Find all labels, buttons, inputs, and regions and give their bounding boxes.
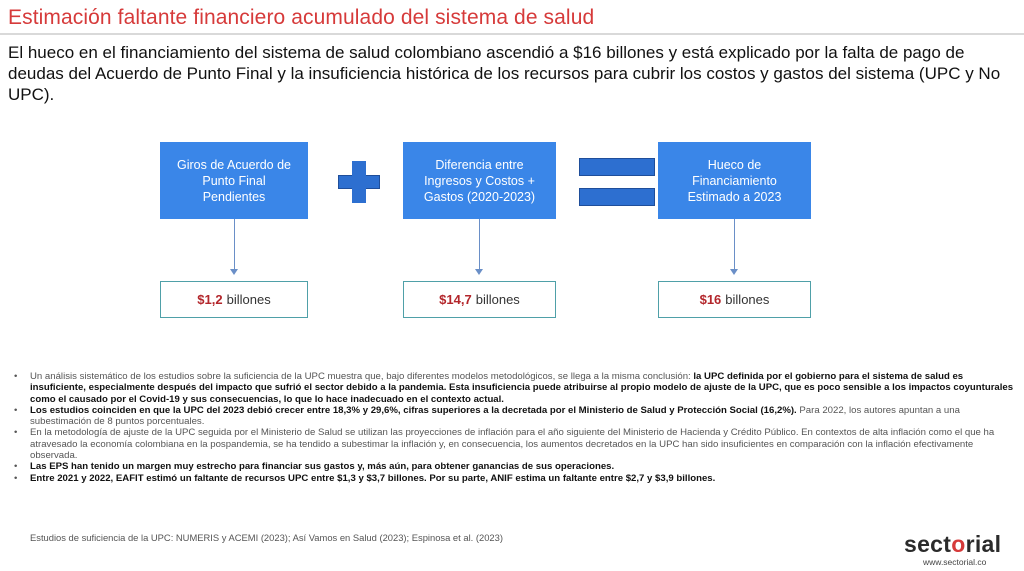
value-box-diferencia bbox=[403, 281, 556, 318]
finding-5-bold: Entre 2021 y 2022, EAFIT estimó un faltante de recursos UPC entre $1,3 y $3,7 billones. Por su parte, ANIF estima un faltante entre $2,7 y $3,9 billones. bbox=[30, 472, 716, 484]
value-diferencia-number: $14,7 bbox=[439, 292, 472, 307]
value-giros-number: $1,2 bbox=[197, 292, 223, 307]
finding-item bbox=[14, 405, 1014, 428]
box-hueco-financiamiento bbox=[658, 142, 811, 219]
box-giros-acuerdo bbox=[160, 142, 308, 219]
findings-list bbox=[14, 371, 1014, 484]
box-diferencia-ingresos bbox=[403, 142, 556, 219]
value-box-giros bbox=[160, 281, 308, 318]
box-hueco-line3: Estimado a 2023 bbox=[687, 189, 782, 204]
plus-icon bbox=[338, 161, 380, 203]
finding-2-tail: Para 2022, los autores apuntan a una subestimación de 8 puntos porcentuales. bbox=[30, 404, 960, 428]
box-giros-line1: Giros de Acuerdo de bbox=[177, 157, 291, 172]
box-diferencia-line3: Gastos (2020-2023) bbox=[423, 189, 536, 204]
box-hueco-line1: Hueco de bbox=[707, 157, 762, 172]
value-giros-unit: billones bbox=[226, 292, 271, 307]
finding-item bbox=[14, 461, 1014, 472]
value-box-hueco bbox=[658, 281, 811, 318]
finding-2-bold: Los estudios coinciden en que la UPC del 2023 debió crecer entre 18,3% y 29,6%, cifras superiores a la decretada por el Ministerio de Salud y Protección Social (16,2%). bbox=[30, 404, 797, 416]
box-hueco-line2: Financiamiento bbox=[692, 173, 777, 188]
title-divider bbox=[0, 33, 1024, 35]
box-giros-line2: Punto Final bbox=[202, 173, 266, 188]
finding-1-bold: la UPC definida por el gobierno para el sistema de salud es insuficiente, especialmente después del impacto que sufrió el sector debido a la pandemia. Esta insuficiencia puede atribuirse al propio modelo de ajuste de la UPC, que es poco sensible a los impactos coyunturales como el causado por el Covid-19 y sus consecuencias, lo que lo hace inadecuado en el contexto actual. bbox=[30, 371, 1014, 405]
value-hueco-number: $16 bbox=[699, 292, 722, 307]
box-diferencia-line2: Ingresos y Costos + bbox=[424, 173, 535, 188]
arrow-down-1 bbox=[234, 219, 235, 273]
finding-item bbox=[14, 473, 1014, 484]
finding-item bbox=[14, 371, 1014, 405]
finding-4-bold: Las EPS han tenido un margen muy estrecho para financiar sus gastos y, más aún, para obtener ganancias de sus operaciones. bbox=[30, 461, 615, 473]
sectorial-logo: sectorial bbox=[904, 531, 1002, 557]
box-giros-line3: Pendientes bbox=[202, 189, 266, 204]
box-diferencia-line1: Diferencia entre bbox=[435, 157, 524, 172]
value-diferencia-unit: billones bbox=[475, 292, 520, 307]
finding-3-plain: En la metodología de ajuste de la UPC seguida por el Ministerio de Salud se utilizan las proyecciones de inflación para el año siguiente del Ministerio de Hacienda y Crédito Público. En contextos de alta inflación como el que ha atravesado la economía colombiana en la pospandemia, se ha tendido a subestimar la inflación y, en consecuencia, los aumentos decretados en la UPC han sido insuficientes en comparación con la inflación efectivamente observada. bbox=[30, 427, 995, 462]
finding-1-plain: Un análisis sistemático de los estudios sobre la suficiencia de la UPC muestra que, bajo diferentes modelos metodológicos, se llega a la misma conclusión: bbox=[30, 371, 694, 382]
value-hueco-unit: billones bbox=[725, 292, 770, 307]
sources-note: Estudios de suficiencia de la UPC: NUMERIS y ACEMI (2023); Así Vamos en Salud (2023); Espinosa et al. (2023) bbox=[30, 532, 503, 543]
arrow-down-3 bbox=[734, 219, 735, 273]
page-title: Estimación faltante financiero acumulado del sistema de salud bbox=[8, 6, 595, 29]
arrow-down-2 bbox=[479, 219, 480, 273]
finding-item bbox=[14, 427, 1014, 461]
equals-icon bbox=[579, 158, 655, 206]
logo-url: www.sectorial.co bbox=[923, 557, 987, 567]
page-subtitle: El hueco en el financiamiento del sistema de salud colombiano ascendió a $16 billones y está explicado por la falta de pago de deudas del Acuerdo de Punto Final y la insuficiencia histórica de los recursos para cubrir los costos y gastos del sistema (UPC y No UPC). bbox=[8, 43, 1001, 104]
